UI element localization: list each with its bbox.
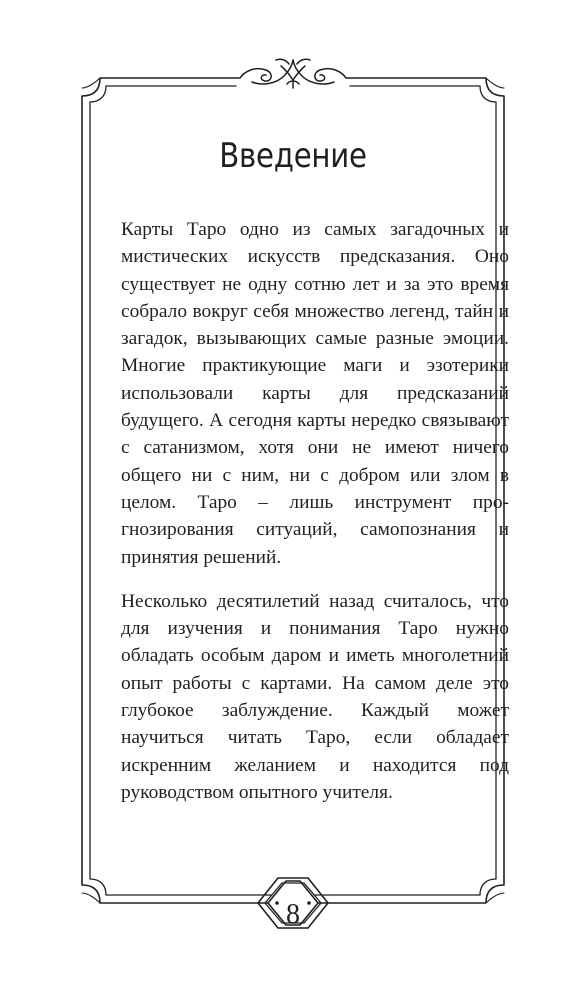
- body-text: [121, 216, 509, 806]
- page-title: Введение: [219, 136, 367, 176]
- paragraph-2: Несколько десятилетий назад считалось, что для изучения и понимания Таро нужно обладать особым даром и иметь многолетний опыт работы с картами. На самом деле это глубокое заблуждение. Каждый может научиться читать Таро, если обладает искренним желанием и находится под руководством опытного учителя.: [121, 590, 509, 803]
- paragraph-1: Карты Таро одно из самых загадочных и мистических искусств предсказания. Оно существует не одну сотню лет и за это время собрало вокруг себя множество легенд, тайн и загадок, вызывающих самые разные эмоции. Многие практикующие маги и эзотерики использовали карты для предсказаний будущего. А сегодня карты нередко связывают с сатанизмом, хотя они не имеют ничего общего ни с ним, ни с добром или злом в целом. Таро – лишь инструмент прогнозирования ситуаций, самопознания и принятия решений.: [121, 219, 509, 568]
- scroll-flourish-ornament-icon: [240, 59, 346, 88]
- page-number: 8: [286, 899, 300, 930]
